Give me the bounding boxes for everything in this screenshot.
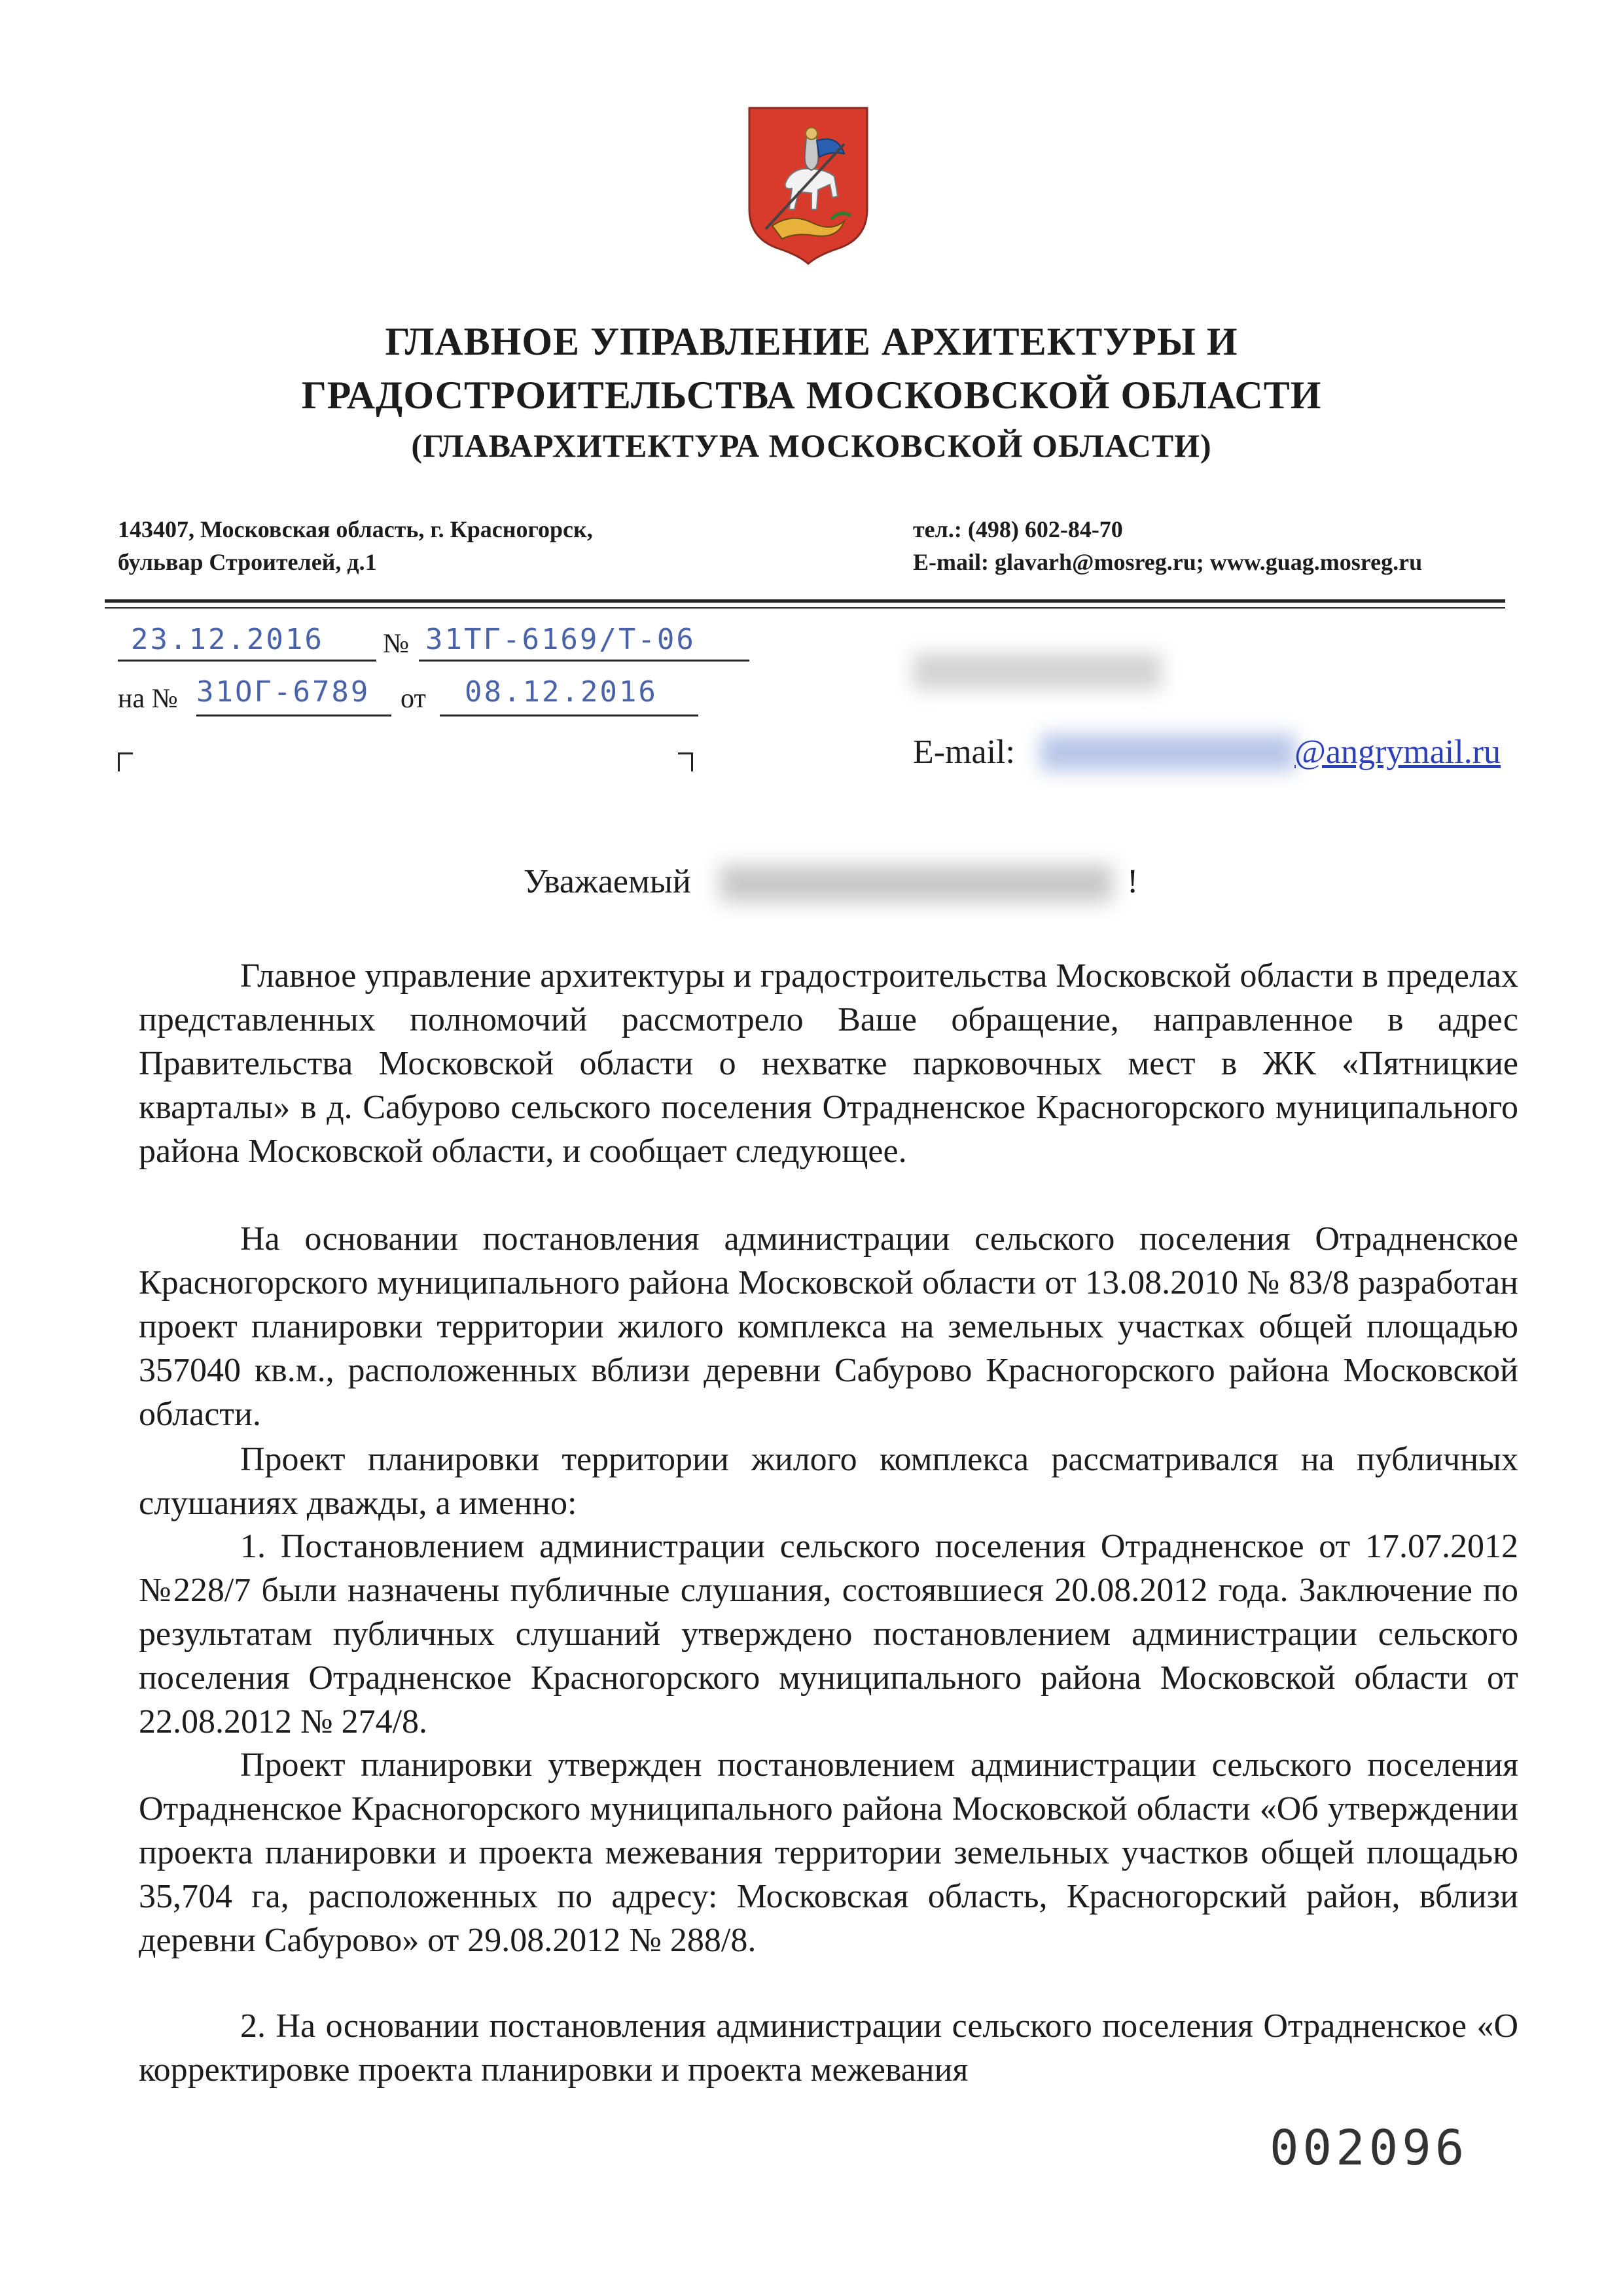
address-block-corner-left (118, 752, 133, 771)
reference-number-label: на № (118, 684, 178, 714)
postal-address (118, 513, 593, 578)
organization-short-name: (ГЛАВАРХИТЕКТУРА МОСКОВСКОЙ ОБЛАСТИ) (411, 427, 1212, 464)
recipient-email-domain-link[interactable]: @angrymail.ru (1294, 733, 1501, 771)
redacted-recipient-name (913, 653, 1162, 690)
reference-date-label: от (401, 684, 426, 714)
greeting-exclamation: ! (1127, 863, 1139, 900)
redacted-addressee-name (720, 865, 1113, 902)
body-paragraph-5: Проект планировки утвержден постановлением администрации сельского поселения Отрадненское Красногорского муниципального района Московской области «Об утверждении проекта планировки и проекта межевания территории земельных участков общей площадью 35,704 га, расположенных по адресу: Московская область, Красногорский район, вблизи деревни Сабурово» от 29.08.2012 № 288/8. (139, 1746, 1518, 1959)
address-line-2: бульвар Строителей, д.1 (118, 549, 377, 575)
reference-number-handwritten: 31ОГ-6789 (196, 675, 370, 709)
recipient-email-label: E-mail: (913, 733, 1015, 771)
header-divider-thick (105, 599, 1505, 603)
greeting-word: Уважаемый (524, 863, 691, 900)
organization-title-line-1: ГЛАВНОЕ УПРАВЛЕНИЕ АРХИТЕКТУРЫ И (385, 320, 1238, 363)
body-paragraph-6: 2. На основании постановления администрации сельского поселения Отрадненское «О корректировке проекта планировки и проекта межевания (139, 2007, 1518, 2089)
organization-title-line-2: ГРАДОСТРОИТЕЛЬСТВА МОСКОВСКОЙ ОБЛАСТИ (301, 374, 1322, 417)
address-line-1: 143407, Московская область, г. Красногорск, (118, 516, 593, 542)
reference-date-handwritten: 08.12.2016 (465, 675, 658, 709)
outgoing-date-handwritten: 23.12.2016 (131, 623, 324, 656)
coat-of-arms-emblem (746, 105, 870, 265)
serial-number-stamp: 002096 (1270, 2120, 1469, 2176)
redacted-email-user (1041, 734, 1296, 771)
outgoing-number-handwritten: 31ТГ-6169/Т-06 (425, 623, 696, 656)
number-label: № (383, 629, 410, 659)
body-paragraph-2: На основании постановления администрации сельского поселения Отрадненское Красногорского муниципального района Московской области от 13.08.2010 № 83/8 разработан проект планировки территории жилого комплекса на земельных участках общей площадью 357040 кв.м., расположенных вблизи деревни Сабурово Красногорского района Московской области. (139, 1220, 1518, 1433)
body-paragraph-1: Главное управление архитектуры и градостроительства Московской области в пределах представленных полномочий рассмотрело Ваше обращение, направленное в адрес Правительства Московской области о нехватке парковочных мест в ЖК «Пятницкие кварталы» в д. Сабурово сельского поселения Отрадненское Красногорского муниципального района Московской области, и сообщает следующее. (139, 957, 1518, 1170)
body-paragraph-4: 1. Постановлением администрации сельского поселения Отрадненское от 17.07.2012 №228/7 были назначены публичные слушания, состоявшиеся 20.08.2012 года. Заключение по результатам публичных слушаний утверждено постановлением администрации сельского поселения Отрадненское Красногорского муниципального района Московской области от 22.08.2012 № 274/8. (139, 1528, 1518, 1740)
phone: тел.: (498) 602-84-70 (913, 516, 1123, 542)
header-divider-thin (105, 607, 1505, 609)
address-block-corner-right (678, 752, 693, 771)
body-paragraph-3: Проект планировки территории жилого комплекса рассматривался на публичных слушаниях дважды, а именно: (139, 1441, 1518, 1522)
email-website: E-mail: glavarh@mosreg.ru; www.guag.mosreg.ru (913, 549, 1423, 575)
contact-info (913, 513, 1422, 578)
